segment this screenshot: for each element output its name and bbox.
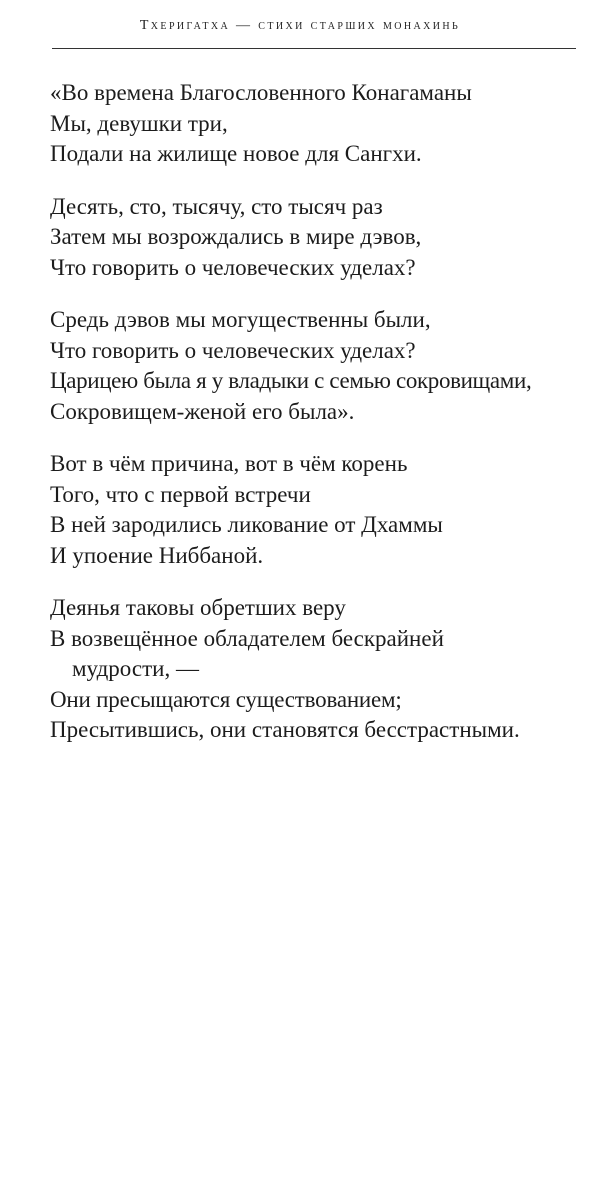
verse-line: Вот в чём причина, вот в чём корень [50,451,408,476]
verse-line: «Во времена Благословенного Конагаманы [50,80,472,105]
stanza-5 [50,593,580,746]
verse-line: Затем мы возрождались в мире дэвов, [50,224,422,249]
verse-line: Царицею была я у владыки с семью сокровищами, [50,368,532,393]
verse-line: Они пресыщаются существованием; [50,686,402,712]
poem-body [50,78,580,768]
verse-line: И упоение Ниббаной. [50,542,264,568]
verse-line-continuation: мудрости, — [72,656,199,681]
verse-line: Мы, девушки три, [50,110,228,136]
verse-line: Сокровищем-женой его была». [50,398,355,424]
verse-line: Подали на жилище новое для Сангхи. [50,141,422,166]
stanza-1 [50,78,580,170]
verse-line: В возвещённое обладателем бескрайней [50,625,444,651]
verse-line: Того, что с первой встречи [50,481,311,507]
stanza-4 [50,449,580,571]
verse-line: Средь дэвов мы могущественны были, [50,307,431,332]
stanza-2 [50,192,580,284]
running-head: Тхеригатха — стихи старших монахинь [139,18,461,33]
verse-line: Десять, сто, тысячу, сто тысяч раз [50,193,383,219]
header-rule [52,48,576,49]
verse-line: Что говорить о человеческих уделах? [50,337,416,363]
verse-line: Что говорить о человеческих уделах? [50,254,416,280]
verse-line: В ней зародились ликование от Дхаммы [50,512,443,537]
stanza-3 [50,305,580,427]
verse-line: Пресытившись, они становятся бесстрастными. [50,717,520,742]
verse-line: Деянья таковы обретших веру [50,595,346,620]
